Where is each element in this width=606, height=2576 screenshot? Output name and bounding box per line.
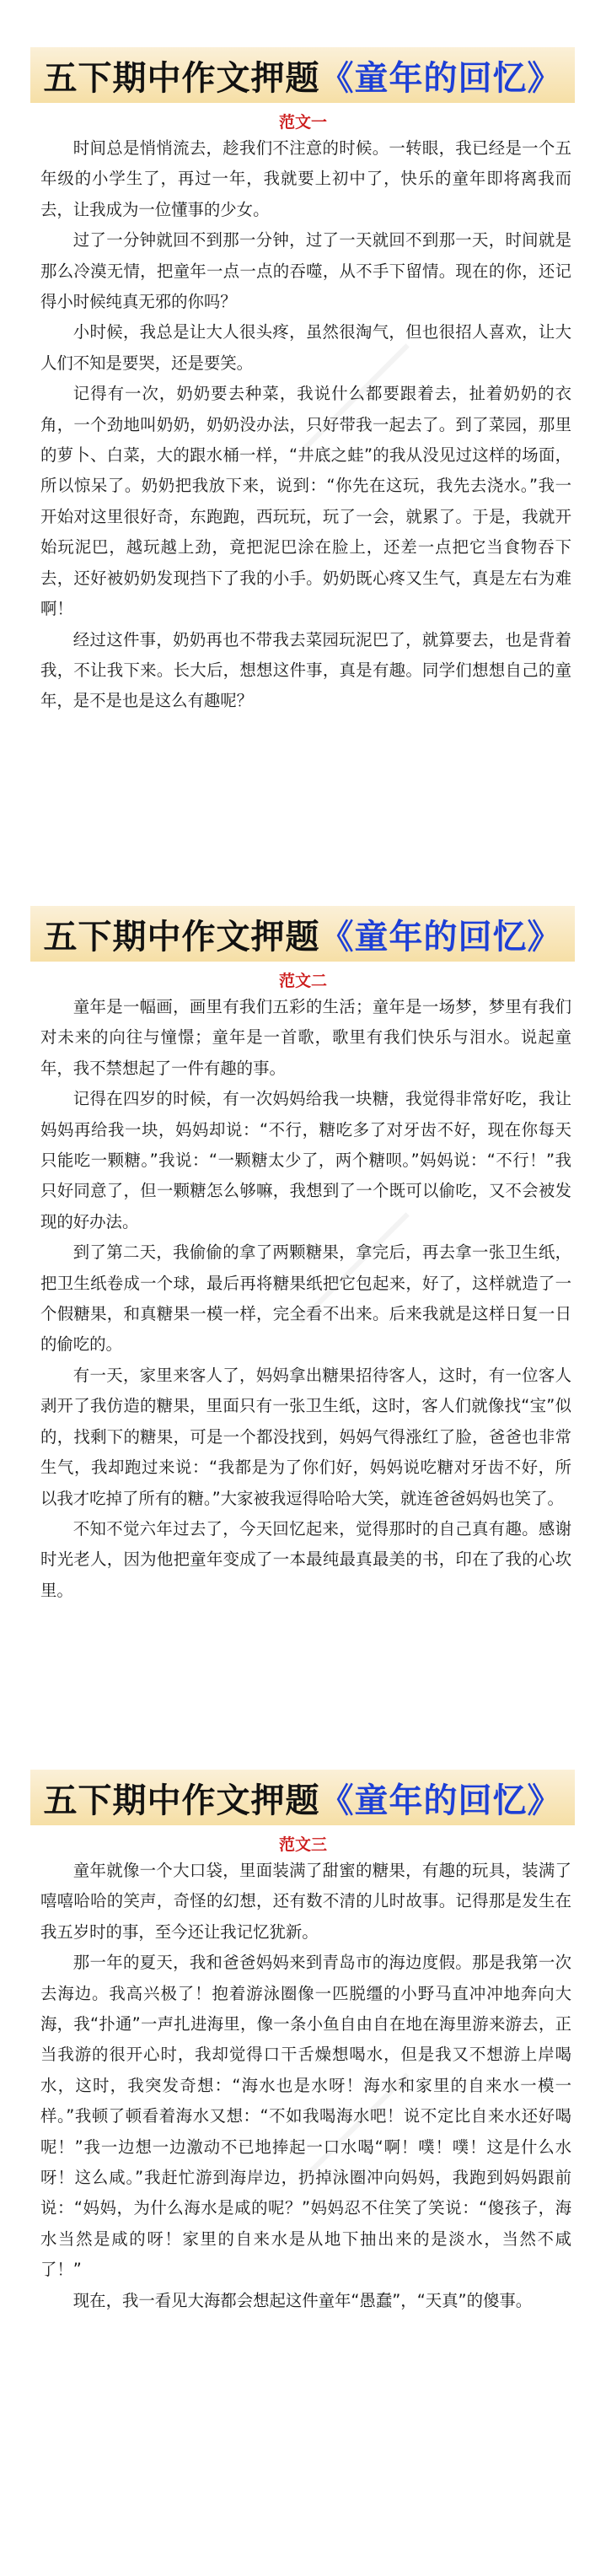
essay-paragraph: 那一年的夏天，我和爸爸妈妈来到青岛市的海边度假。那是我第一次去海边。我高兴极了！抱着游泳圈像一匹脱缰的小野马直冲冲地奔向大海，我“扑通”一声扎进海里，像一条小鱼自由自在地在海里游来游去，正当我游的很开心时，我却觉得口干舌燥想喝水，但是我又不想游上岸喝水，这时，我突发奇想：“海水也是水呀！海水和家里的自来水一模一样。”我顿了顿看着海水又想：“不如我喝海水吧！说不定比自来水还好喝呢！”我一边想一边激动不已地捧起一口水喝“啊！噗！噗！这是什么水呀！这么咸。”我赶忙游到海岸边，扔掉泳圈冲向妈妈，我跑到妈妈跟前说：“妈妈，为什么海水是咸的呢？”妈妈忍不住笑了笑说：“傻孩子，海水当然是咸的呀！家里的自来水是从地下抽出来的是淡水，当然不咸了！” — [40, 1953, 571, 2280]
essay-subtitle: 范文二 — [278, 972, 327, 990]
essay-section-1 — [0, 47, 606, 717]
essay-paragraph: 记得有一次，奶奶要去种菜，我说什么都要跟着去，扯着奶奶的衣角，一个劲地叫奶奶，奶奶没办法，只好带我一起去了。到了菜园，那里的萝卜、白菜，大的跟水桶一样，“井底之蛙”的我从没见过这样的场面，所以惊呆了。奶奶把我放下来，说到：“你先在这玩，我先去浇水。”我一开始对这里很好奇，东跑跑，西玩玩，玩了一会，就累了。于是，我就开始玩泥巴，越玩越上劲，竟把泥巴涂在脸上，还差一点把它当食物吞下去，还好被奶奶发现挡下了我的小手。奶奶既心疼又生气，真是左右为难啊！ — [40, 384, 571, 619]
essay-paragraph: 经过这件事，奶奶再也不带我去菜园玩泥巴了，就算要去，也是背着我，不让我下来。长大后，想想这件事，真是有趣。同学们想想自己的童年，是不是也是这么有趣呢？ — [40, 629, 571, 711]
essay-subtitle: 范文一 — [278, 113, 327, 132]
essay-paragraph: 记得在四岁的时候，有一次妈妈给我一块糖，我觉得非常好吃，我让妈妈再给我一块，妈妈却说：“不行，糖吃多了对牙齿不好，现在你每天只能吃一颗糖。”我说：“一颗糖太少了，两个糖呗。”妈妈说：“不行！”我只好同意了，但一颗糖怎么够嘛，我想到了一个既可以偷吃，又不会被发现的好办法。 — [40, 1089, 571, 1231]
essay-paragraph: 时间总是悄悄流去，趁我们不注意的时候。一转眼，我已经是一个五年级的小学生了，再过一年，我就要上初中了，快乐的童年即将离我而去，让我成为一位懂事的少女。 — [40, 138, 571, 219]
title-topic: 《童年的回忆》 — [319, 917, 562, 957]
essay-title-banner — [30, 1770, 575, 1825]
essay-paragraph: 到了第二天，我偷偷的拿了两颗糖果，拿完后，再去拿一张卫生纸，把卫生纸卷成一个球，最后再将糖果纸把它包起来，好了，这样就造了一个假糖果，和真糖果一模一样，完全看不出来。后来我就是这样日复一日的偷吃的。 — [40, 1242, 571, 1355]
essay-paragraph: 小时候，我总是让大人很头疼，虽然很淘气，但也很招人喜欢，让大人们不知是要哭，还是要笑。 — [40, 322, 571, 373]
essay-section-3 — [0, 1770, 606, 2316]
essay-paragraph: 不知不觉六年过去了，今天回忆起来，觉得那时的自己真有趣。感谢时光老人，因为他把童年变成了一本最纯最真最美的书，印在了我的心坎里。 — [40, 1518, 571, 1600]
title-prefix: 五下期中作文押题 — [43, 1781, 320, 1820]
essay-subtitle: 范文三 — [278, 1835, 327, 1854]
title-prefix: 五下期中作文押题 — [43, 58, 320, 98]
essay-paragraph: 现在，我一看见大海都会想起这件童年“愚蠢”，“天真”的傻事。 — [72, 2290, 533, 2310]
essay-paragraph: 童年是一幅画，画里有我们五彩的生活；童年是一场梦，梦里有我们对未来的向往与憧憬；童年是一首歌，歌里有我们快乐与泪水。说起童年，我不禁想起了一件有趣的事。 — [40, 997, 571, 1078]
title-topic: 《童年的回忆》 — [319, 1781, 562, 1820]
essay-title-banner — [30, 47, 575, 103]
title-prefix: 五下期中作文押题 — [43, 917, 320, 957]
essay-section-2 — [0, 906, 606, 1606]
essay-paragraph: 有一天，家里来客人了，妈妈拿出糖果招待客人，这时，有一位客人剥开了我仿造的糖果，里面只有一张卫生纸，这时，客人们就像找“宝”似的，找剩下的糖果，可是一个都没找到，妈妈气得涨红了脸，爸爸也非常生气，我却跑过来说：“我都是为了你们好，妈妈说吃糖对牙齿不好，所以我才吃掉了所有的糖。”大家被我逗得哈哈大笑，就连爸爸妈妈也笑了。 — [40, 1365, 571, 1508]
essay-title-banner — [30, 906, 575, 962]
title-topic: 《童年的回忆》 — [319, 58, 562, 98]
essay-paragraph: 童年就像一个大口袋，里面装满了甜蜜的糖果，有趣的玩具，装满了嘻嘻哈哈的笑声，奇怪的幻想，还有数不清的儿时故事。记得那是发生在我五岁时的事，至今还让我记忆犹新。 — [40, 1861, 571, 1942]
essay-paragraph: 过了一分钟就回不到那一分钟，过了一天就回不到那一天，时间就是那么冷漠无情，把童年一点一点的吞噬，从不手下留情。现在的你，还记得小时候纯真无邪的你吗？ — [40, 230, 571, 312]
